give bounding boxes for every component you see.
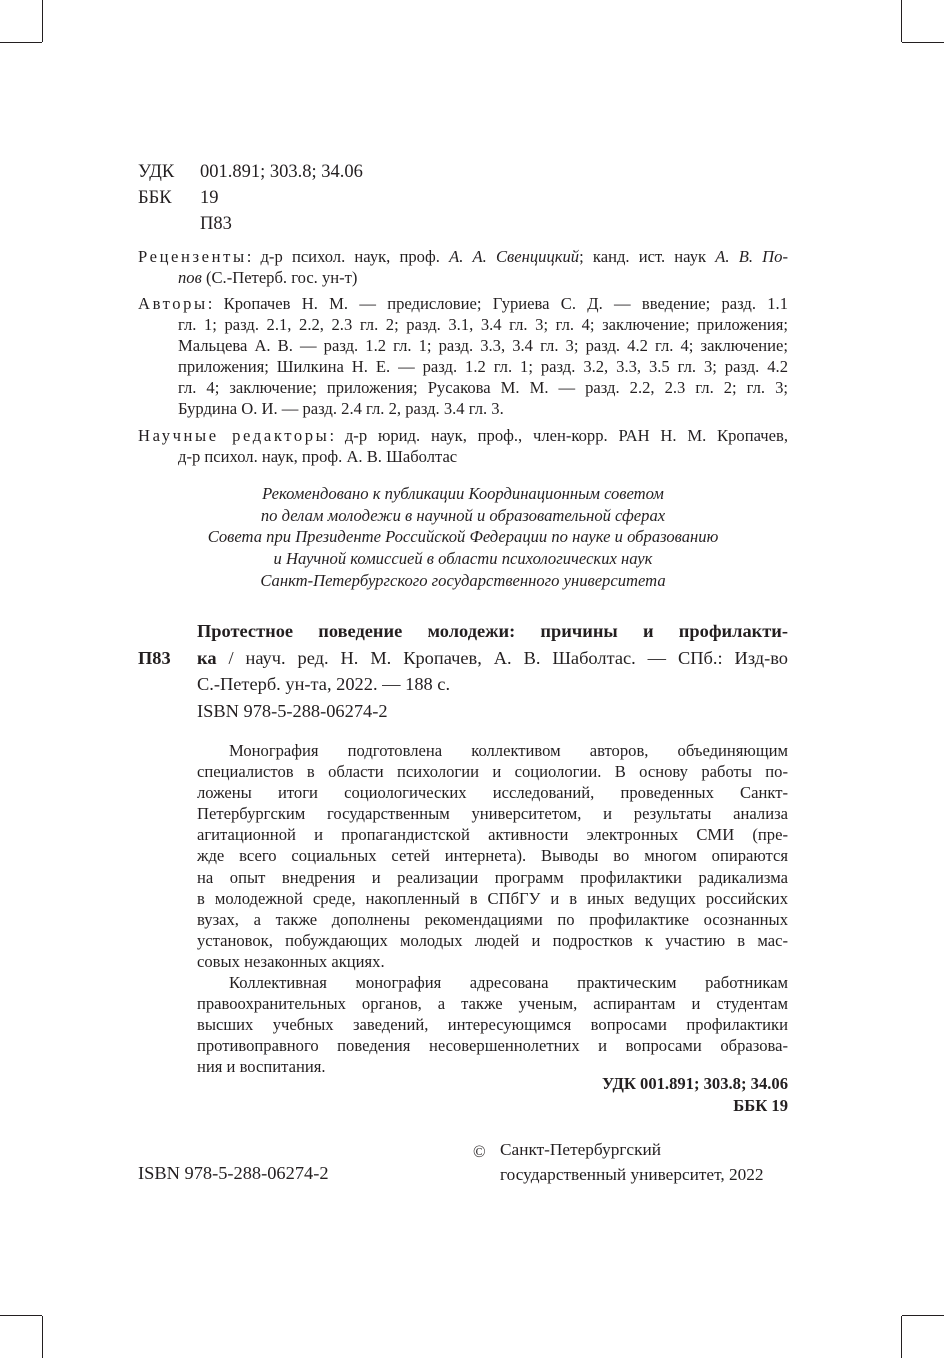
author-mark: П83	[200, 214, 232, 234]
authors-line-2: гл. 1; разд. 2.1, 2.2, 2.3 гл. 2; разд. 3.1, 3.4 гл. 3; гл. 4; заключение; приложения;	[178, 315, 788, 334]
annotation-line: правоохранительных органов, а также ученым, аспирантам и студентам	[197, 994, 788, 1014]
udk-row	[138, 159, 363, 185]
editors-line-1: Научные редакторы: д-р юрид. наук, проф., член-корр. РАН Н. М. Кропачев,	[138, 426, 788, 445]
annotation-line: специалистов в области психологии и социологии. В основу работы по-	[197, 762, 788, 782]
recommendation-line: Совета при Президенте Российской Федерации по науке и образованию	[207, 527, 719, 547]
annotation-line: Монография подготовлена коллективом авторов, объединяющим	[229, 741, 788, 760]
authors-line-4: приложения; Шилкина Н. Е. — разд. 1.2 гл. 1; разд. 3.2, 3.3, 3.5 гл. 3; разд. 4.2	[178, 357, 788, 376]
crop-mark-top-right-h	[902, 42, 944, 43]
recommendation-block	[138, 483, 788, 592]
annotation-line: ния и воспитания.	[197, 1057, 326, 1077]
bbk-value: 19	[200, 188, 219, 208]
reviewer-name-1: А. А. Свенцицкий	[449, 247, 580, 266]
udk-value: 001.891; 303.8; 34.06	[200, 162, 363, 182]
reference-title-line-1: Протестное поведение молодежи: причины и профилакти-	[197, 621, 788, 641]
bbk-row	[138, 185, 219, 211]
reference-isbn: ISBN 978-5-288-06274-2	[197, 700, 388, 721]
editors-paragraph	[138, 425, 788, 467]
authors-line-5: гл. 4; заключение; приложения; Русакова М. М. — разд. 2.2, 2.3 гл. 2; гл. 3;	[178, 378, 788, 397]
annotation-line: вузах, а также дополнены рекомендациями по профилактике осознанных	[197, 909, 788, 929]
reference-mark: П83	[138, 648, 171, 668]
authors-paragraph	[138, 293, 788, 419]
authors-line-1: Авторы: Кропачев Н. М. — предисловие; Гуриева С. Д. — введение; разд. 1.1	[138, 294, 788, 313]
authors-label: Авторы	[138, 294, 208, 313]
annotation-line: ложены итоги социологических исследований, проведенных Санкт-	[197, 783, 788, 803]
reference-line-2: ка / науч. ред. Н. М. Кропачев, А. В. Шаболтас. — СПб.: Изд-во	[197, 647, 788, 668]
copyright-symbol: ©	[473, 1142, 486, 1161]
annotation-line: высших учебных заведений, интересующимся вопросами профилактики	[197, 1015, 788, 1035]
author-mark-row	[138, 211, 232, 237]
editors-label: Научные редакторы	[138, 426, 330, 445]
annotation-line: жде всего социальных сетей интернета). Выводы во многом опираются	[197, 846, 788, 866]
crop-mark-bottom-left-v	[42, 1316, 43, 1358]
bottom-bbk: ББК 19	[733, 1096, 788, 1115]
reviewer-name-2: А. В. По-	[715, 247, 788, 266]
annotation-line: установок, побуждающих молодых людей и подростков к участию в мас-	[197, 930, 788, 950]
copyright-line-1: Санкт-Петербургский	[500, 1140, 661, 1159]
crop-mark-top-left-h	[0, 42, 42, 43]
reviewers-label: Рецензенты	[138, 247, 247, 266]
reviewers-line-1: Рецензенты: д-р психол. наук, проф. А. А. Свенцицкий; канд. ист. наук А. В. По-	[138, 247, 788, 266]
crop-mark-bottom-left-h	[0, 1315, 42, 1316]
reference-line-3: С.-Петерб. ун-та, 2022. — 188 с.	[197, 674, 451, 694]
annotation-line: совых незаконных акциях.	[197, 951, 385, 971]
copyright-holder	[500, 1138, 764, 1187]
recommendation-line: Санкт-Петербургского государственного университета	[260, 570, 666, 590]
reviewers-paragraph	[138, 246, 788, 288]
authors-line-6: Бурдина О. И. — разд. 2.4 гл. 2, разд. 3.4 гл. 3.	[178, 399, 504, 418]
editors-line-2: д-р психол. наук, проф. А. В. Шаболтас	[178, 447, 458, 466]
footer-isbn: ISBN 978-5-288-06274-2	[138, 1163, 329, 1183]
bibliographic-reference	[197, 618, 788, 724]
crop-mark-bottom-right-v	[901, 1316, 902, 1358]
recommendation-line: Рекомендовано к публикации Координационным советом	[262, 484, 664, 503]
bbk-label: ББК	[138, 188, 172, 208]
crop-mark-top-right-v	[901, 0, 902, 42]
recommendation-line: и Научной комиссией в области психологических наук	[273, 549, 653, 569]
annotation-line: в молодежной среде, накопленный в СПбГУ и в иных ведущих российских	[197, 888, 788, 908]
crop-mark-bottom-right-h	[902, 1315, 944, 1316]
bottom-udk: УДК 001.891; 303.8; 34.06	[601, 1074, 788, 1093]
crop-mark-top-left-v	[42, 0, 43, 42]
udk-label: УДК	[138, 162, 175, 182]
annotation-line: Коллективная монография адресована практическим работникам	[229, 973, 788, 993]
annotation-line: на опыт внедрения и реализации программ профилактики радикализма	[197, 867, 788, 887]
authors-line-3: Мальцева А. В. — разд. 1.2 гл. 1; разд. 3.3, 3.4 гл. 3; разд. 4.2 гл. 4; заключение;	[178, 336, 788, 355]
copyright-line-2: государственный университет, 2022	[500, 1164, 764, 1184]
annotation-line: противоправного поведения несовершеннолетних и вопросами образова-	[197, 1036, 788, 1056]
reviewers-line-2: пов (С.-Петерб. гос. ун-т)	[178, 268, 358, 287]
annotation-line: агитационной и пропагандистской активности электронных СМИ (пре-	[197, 825, 788, 845]
recommendation-line: по делам молодежи в научной и образовательной сферах	[260, 505, 666, 525]
annotation	[197, 740, 788, 1078]
bottom-codes	[388, 1073, 788, 1117]
annotation-line: Петербургским государственным университетом, и результаты анализа	[197, 804, 788, 824]
